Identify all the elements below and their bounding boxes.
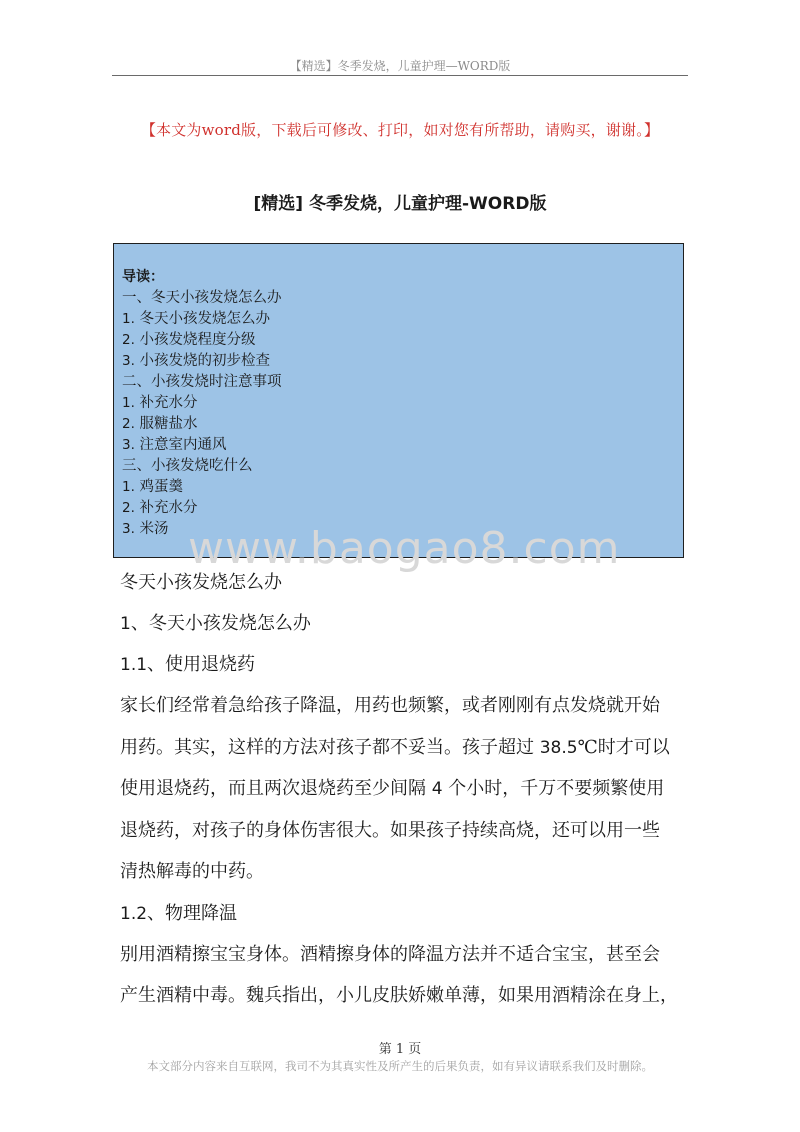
subheading: 1.1、使用退烧药	[120, 654, 256, 675]
paragraph-line: 清热解毒的中药。	[120, 861, 264, 882]
paragraph-line: 别用酒精擦宝宝身体。酒精擦身体的降温方法并不适合宝宝，甚至会	[120, 943, 660, 965]
paragraph-line: 家长们经常着急给孩子降温，用药也频繁，或者刚刚有点发烧就开始	[120, 695, 660, 716]
guide-box	[113, 243, 684, 558]
header-rule	[112, 75, 688, 76]
guide-item: 2. 补充水分	[122, 500, 198, 516]
footer-disclaimer: 本文部分内容来自互联网，我司不为其真实性及所产生的后果负责，如有异议请联系我们及时删除。	[147, 1059, 653, 1073]
guide-item: 1. 补充水分	[122, 395, 198, 411]
subheading: 1.2、物理降温	[120, 902, 238, 924]
guide-item: 3. 米汤	[122, 521, 169, 537]
paragraph	[120, 934, 686, 1017]
guide-item: 3. 小孩发烧的初步检查	[122, 353, 270, 369]
subheading: 1、冬天小孩发烧怎么办	[120, 613, 311, 634]
guide-item: 一、冬天小孩发烧怎么办	[122, 290, 282, 306]
paragraph	[120, 685, 686, 893]
guide-item: 2. 服糖盐水	[122, 416, 198, 432]
watermark: www.baogao8.com	[188, 523, 621, 574]
paragraph-line: 退烧药，对孩子的身体伤害很大。如果孩子持续高烧，还可以用一些	[120, 819, 660, 841]
page-header: 【精选】冬季发烧，儿童护理—WORD版	[289, 59, 511, 73]
guide-list	[122, 288, 683, 540]
guide-item: 2. 小孩发烧程度分级	[122, 332, 256, 348]
section-title: 冬天小孩发烧怎么办	[120, 572, 282, 593]
guide-item: 二、小孩发烧时注意事项	[122, 374, 282, 390]
guide-item: 1. 冬天小孩发烧怎么办	[122, 311, 270, 327]
paragraph-line: 使用退烧药，而且两次退烧药至少间隔 4 个小时，千万不要频繁使用	[120, 778, 665, 799]
guide-item: 3. 注意室内通风	[122, 437, 227, 453]
guide-label: 导读：	[122, 269, 164, 285]
page-number: 第 1 页	[378, 1042, 422, 1057]
purchase-notice: 【本文为word版，下载后可修改、打印，如对您有所帮助，请购买，谢谢。】	[140, 121, 660, 139]
guide-item: 三、小孩发烧吃什么	[122, 458, 253, 474]
paragraph-line: 产生酒精中毒。魏兵指出，小儿皮肤娇嫩单薄，如果用酒精涂在身上，	[120, 985, 678, 1006]
document-body	[120, 562, 686, 1017]
document-title: [精选] 冬季发烧，儿童护理-WORD版	[253, 194, 547, 214]
guide-item: 1. 鸡蛋羹	[122, 479, 183, 495]
paragraph-line: 用药。其实，这样的方法对孩子都不妥当。孩子超过 38.5℃时才可以	[120, 736, 670, 758]
